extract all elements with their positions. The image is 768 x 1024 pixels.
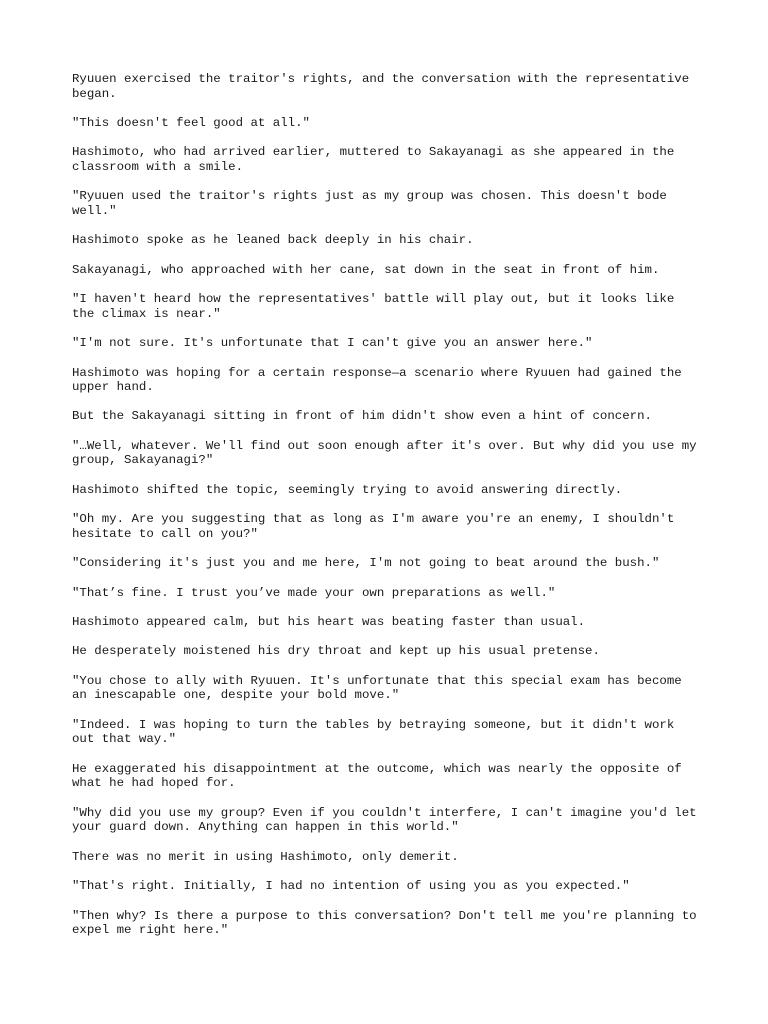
- paragraph: He desperately moistened his dry throat and kept up his usual pretense.: [72, 644, 600, 659]
- paragraph: Hashimoto appeared calm, but his heart was beating faster than usual.: [72, 615, 586, 630]
- paragraph: "Indeed. I was hoping to turn the tables by betraying someone, but it didn't work out that way.": [72, 717, 675, 747]
- paragraph: Ryuuen exercised the traitor's rights, and the conversation with the representative began.: [72, 72, 690, 101]
- paragraph: Hashimoto shifted the topic, seemingly trying to avoid answering directly.: [72, 482, 623, 497]
- paragraph: He exaggerated his disappointment at the outcome, which was nearly the opposite of what he had hoped for.: [72, 761, 682, 791]
- paragraph: There was no merit in using Hashimoto, only demerit.: [72, 849, 459, 864]
- paragraph: "Ryuuen used the traitor's rights just as my group was chosen. This doesn't bode well.": [72, 189, 667, 218]
- paragraph: "Considering it's just you and me here, I'm not going to beat around the bush.": [72, 556, 660, 571]
- paragraph: "I haven't heard how the representatives' battle will play out, but it looks like the climax is near.": [72, 292, 675, 321]
- paragraph: Hashimoto spoke as he leaned back deeply in his chair.: [72, 233, 474, 248]
- paragraph: "Then why? Is there a purpose to this conversation? Don't tell me you're planning to expel me right here.": [72, 908, 697, 938]
- paragraph: Hashimoto, who had arrived earlier, muttered to Sakayanagi as she appeared in the classroom with a smile.: [72, 145, 675, 174]
- paragraph: "Oh my. Are you suggesting that as long as I'm aware you're an enemy, I shouldn't hesitate to call on you?": [72, 512, 675, 541]
- paragraph: "Why did you use my group? Even if you couldn't interfere, I can't imagine you'd let your guard down. Anything can happen in this world.": [72, 805, 697, 835]
- paragraph: "…Well, whatever. We'll find out soon enough after it's over. But why did you use my group, Sakayanagi?": [72, 438, 697, 468]
- paragraph: "I'm not sure. It's unfortunate that I can't give you an answer here.": [72, 336, 593, 351]
- paragraph: "This doesn't feel good at all.": [72, 115, 310, 130]
- paragraph: Hashimoto was hoping for a certain response—a scenario where Ryuuen had gained the upper hand.: [72, 365, 682, 395]
- paragraph: But the Sakayanagi sitting in front of him didn't show even a hint of concern.: [72, 409, 652, 424]
- document-page: [72, 72, 702, 953]
- paragraph: "You chose to ally with Ryuuen. It's unfortunate that this special exam has become an inescapable one, despite your bold move.": [72, 673, 682, 703]
- paragraph: "That's right. Initially, I had no intention of using you as you expected.": [72, 879, 630, 894]
- paragraph: "That’s fine. I trust you’ve made your own preparations as well.": [72, 585, 556, 600]
- paragraph: Sakayanagi, who approached with her cane, sat down in the seat in front of him.: [72, 262, 660, 277]
